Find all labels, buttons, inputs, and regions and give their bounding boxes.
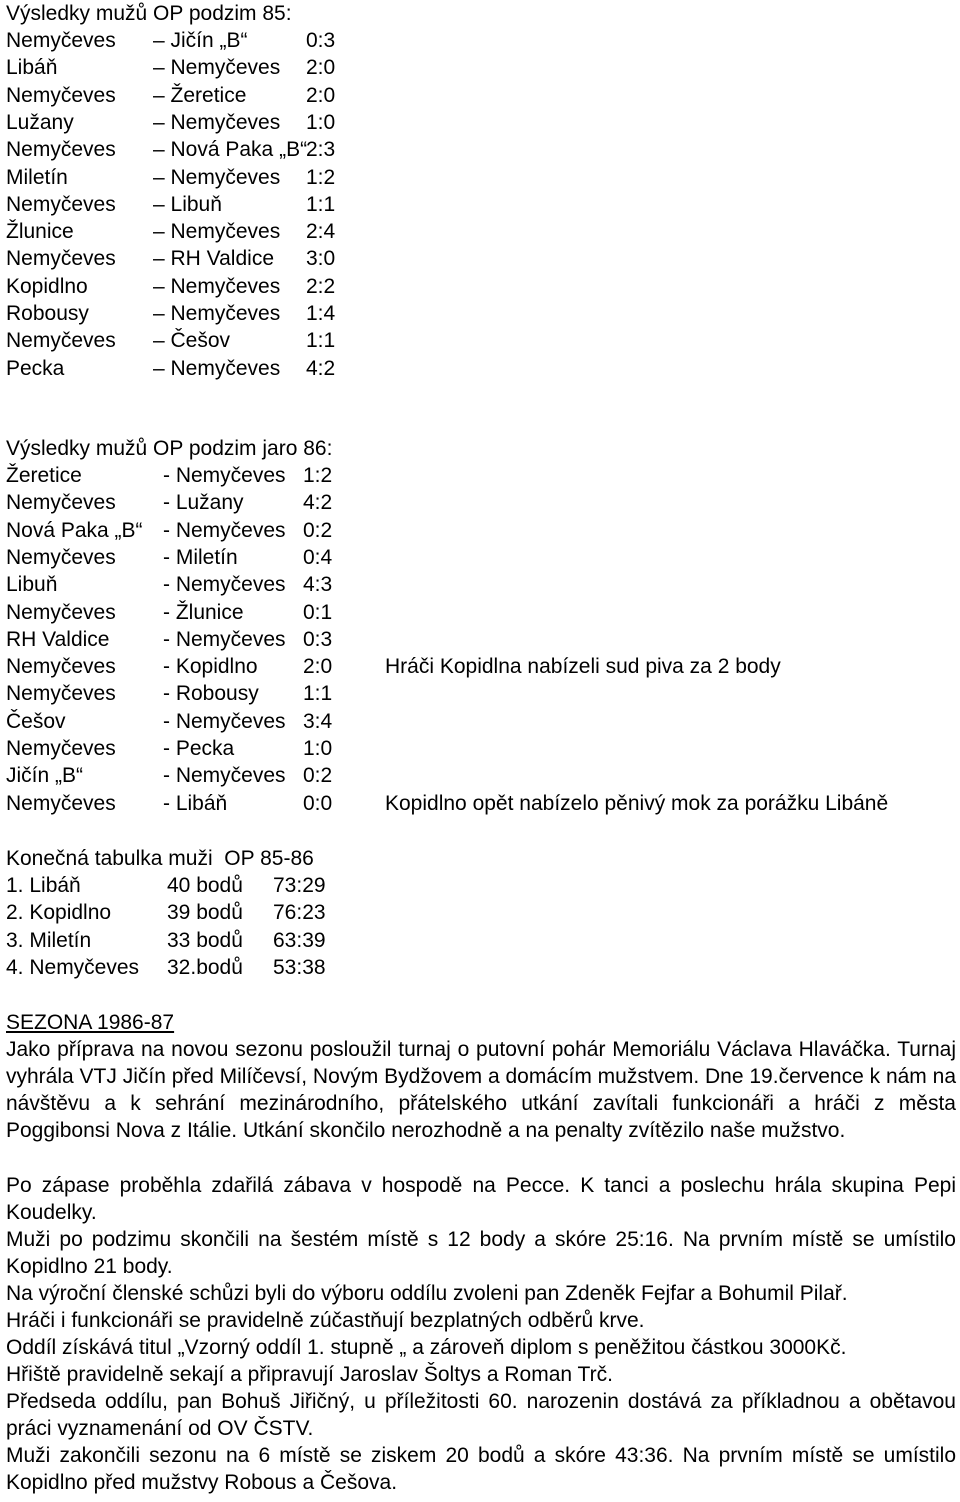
standings-row-points: 40 bodů bbox=[167, 874, 243, 897]
match-row-score: 0:2 bbox=[303, 518, 333, 542]
match-row-away: - Nemyčeves bbox=[163, 709, 286, 733]
standings-row-score: 63:39 bbox=[273, 928, 326, 952]
standings-row-team: 1. Libáň bbox=[6, 874, 81, 897]
match-row-home: Nemyčeves bbox=[6, 682, 116, 706]
match-row-home: Jičín „B“ bbox=[6, 764, 84, 788]
match-row-home: Nová Paka „B“ bbox=[6, 518, 143, 542]
match-row-away: – Jičín „B“ bbox=[153, 29, 248, 52]
match-row-home: Nemyčeves bbox=[6, 329, 116, 353]
match-row-away: – Češov bbox=[153, 329, 231, 353]
match-row-home: Nemyčeves bbox=[6, 791, 116, 815]
match-row-score: 1:2 bbox=[303, 464, 333, 487]
match-row-score: 0:2 bbox=[303, 764, 333, 788]
season-paragraph: Jako příprava na novou sezonu posloužil turnaj o putovní pohár Memoriálu Václava Hlaváčka. Turnaj vyhrála VTJ Jičín před Milíčevsí, Novým Bydžovem a domácím mužstvem. Dne 19.července k nám na návštěvu a k sehrání mezinárodního, přátelského utkání zavítali funkcionáři a hráči z města Poggibonsi Nova z Itálie. Utkání skončilo nerozhodně a na penalty zvítězilo naše mužstvo. bbox=[6, 1038, 956, 1142]
match-row-home: Nemyčeves bbox=[6, 29, 116, 52]
match-row-score: 1:1 bbox=[306, 329, 336, 353]
match-row-away: – Nemyčeves bbox=[153, 274, 281, 298]
standings-row-points: 32.bodů bbox=[167, 955, 243, 979]
match-row-away: – Nemyčeves bbox=[153, 302, 281, 325]
standings-row-points: 39 bodů bbox=[167, 901, 243, 925]
match-row-score: 4:2 bbox=[306, 356, 336, 380]
match-row-home: Lužany bbox=[6, 110, 74, 134]
match-row-score: 1:0 bbox=[306, 110, 336, 134]
match-row-away: – Nemyčeves bbox=[153, 220, 281, 244]
match-row-away: - Nemyčeves bbox=[163, 627, 286, 651]
match-row-away: - Nemyčeves bbox=[163, 518, 286, 542]
match-row-home: RH Valdice bbox=[6, 627, 110, 651]
season-paragraph: Muži po podzimu skončili na šestém místě s 12 body a skóre 25:16. Na prvním místě se umístilo Kopidlno 21 body. bbox=[6, 1228, 956, 1278]
match-row-home: Nemyčeves bbox=[6, 600, 116, 624]
match-row-score: 3:4 bbox=[303, 709, 333, 733]
match-row-score: 2:3 bbox=[306, 138, 336, 162]
match-row-away: - Nemyčeves bbox=[163, 464, 286, 487]
match-row-score: 3:0 bbox=[306, 247, 336, 271]
match-row-away: - Miletín bbox=[163, 545, 238, 569]
match-row-score: 4:3 bbox=[303, 573, 333, 597]
standings-row-team: 4. Nemyčeves bbox=[6, 955, 140, 979]
season-paragraph: Muži zakončili sezonu na 6 místě se ziskem 20 bodů a skóre 43:36. Na prvním místě se umístilo Kopidlno před mužstvy Robous a Češova. bbox=[6, 1444, 956, 1494]
autumn85-title: Výsledky mužů OP podzim 85: bbox=[6, 2, 292, 25]
match-row-home: Nemyčeves bbox=[6, 192, 116, 216]
match-row-score: 1:4 bbox=[306, 302, 336, 325]
match-row-score: 1:1 bbox=[303, 682, 333, 706]
match-row-away: – Nemyčeves bbox=[153, 356, 281, 380]
match-row-score: 4:2 bbox=[303, 491, 333, 515]
match-row-away: – RH Valdice bbox=[153, 247, 274, 271]
match-row-away: - Libáň bbox=[163, 791, 228, 815]
match-row-home: Libáň bbox=[6, 56, 58, 80]
match-row-home: Nemyčeves bbox=[6, 655, 116, 679]
standings-row-points: 33 bodů bbox=[167, 928, 243, 952]
spring86-title: Výsledky mužů OP podzim jaro 86: bbox=[6, 437, 333, 460]
match-row-score: 1:2 bbox=[306, 165, 336, 189]
match-row-score: 1:0 bbox=[303, 737, 333, 760]
match-row-away: – Nová Paka „B“ bbox=[153, 138, 308, 162]
match-row-away: – Libuň bbox=[153, 192, 222, 216]
match-row-away: - Žlunice bbox=[163, 600, 244, 624]
standings-row-team: 3. Miletín bbox=[6, 928, 92, 952]
season-paragraph: Hřiště pravidelně sekají a připravují Jaroslav Šoltys a Roman Trč. bbox=[6, 1363, 613, 1386]
match-row-score: 0:1 bbox=[303, 600, 333, 624]
standings-title: Konečná tabulka muži OP 85-86 bbox=[6, 847, 314, 870]
match-row-away: - Nemyčeves bbox=[163, 764, 286, 788]
match-row-score: 0:3 bbox=[306, 29, 336, 52]
match-row-away: – Nemyčeves bbox=[153, 110, 281, 134]
match-row-home: Češov bbox=[6, 709, 66, 733]
match-row-score: 2:0 bbox=[306, 56, 336, 80]
standings-row-score: 76:23 bbox=[273, 901, 326, 925]
match-row-home: Libuň bbox=[6, 573, 58, 597]
season-paragraph: Po zápase proběhla zdařilá zábava v hospodě na Pecce. K tanci a poslechu hrála skupina Pepi Koudelky. bbox=[6, 1174, 956, 1224]
match-row-home: Nemyčeves bbox=[6, 247, 116, 271]
match-row-home: Miletín bbox=[6, 165, 68, 189]
match-row-score: 0:3 bbox=[303, 627, 333, 651]
match-row-home: Robousy bbox=[6, 302, 89, 325]
match-row-score: 0:0 bbox=[303, 791, 333, 815]
match-row-score: 1:1 bbox=[306, 192, 336, 216]
match-row-home: Nemyčeves bbox=[6, 545, 116, 569]
match-row-away: – Nemyčeves bbox=[153, 56, 281, 80]
match-row-score: 2:0 bbox=[306, 83, 336, 107]
season-heading: SEZONA 1986-87 bbox=[6, 1011, 175, 1034]
standings-row-score: 53:38 bbox=[273, 955, 326, 979]
match-row-score: 0:4 bbox=[303, 545, 333, 569]
match-row-away: – Žeretice bbox=[153, 83, 247, 107]
match-row-score: 2:2 bbox=[306, 274, 336, 298]
match-row-away: - Kopidlno bbox=[163, 655, 258, 679]
match-row-away: - Pecka bbox=[163, 737, 235, 760]
season-paragraph: Na výroční členské schůzi byli do výboru oddílu zvoleni pan Zdeněk Fejfar a Bohumil Pilař. bbox=[6, 1282, 848, 1305]
match-row-away: – Nemyčeves bbox=[153, 165, 281, 189]
match-row-home: Žeretice bbox=[6, 464, 82, 487]
match-row-home: Pecka bbox=[6, 356, 65, 380]
match-row-home: Nemyčeves bbox=[6, 737, 116, 760]
match-row-away: - Lužany bbox=[163, 491, 244, 515]
match-row-score: 2:0 bbox=[303, 655, 333, 679]
match-row-home: Nemyčeves bbox=[6, 138, 116, 162]
standings-row-team: 2. Kopidlno bbox=[6, 901, 112, 925]
season-paragraph: Hráči i funkcionáři se pravidelně zúčastňují bezplatných odběrů krve. bbox=[6, 1309, 645, 1332]
standings-row-score: 73:29 bbox=[273, 874, 326, 897]
match-row-home: Kopidlno bbox=[6, 274, 88, 298]
match-row-away: - Nemyčeves bbox=[163, 573, 286, 597]
match-row-note: Hráči Kopidlna nabízeli sud piva za 2 body bbox=[385, 655, 781, 679]
season-paragraph: Předseda oddílu, pan Bohuš Jiřičný, u příležitosti 60. narozenin dostává za příkladnou a obětavou práci vyznamenání od OV ČSTV. bbox=[6, 1390, 956, 1440]
season-paragraph: Oddíl získává titul „Vzorný oddíl 1. stupně „ a zároveň diplom s peněžitou částkou 3000Kč. bbox=[6, 1336, 847, 1359]
match-row-note: Kopidlno opět nabízelo pěnivý mok za porážku Libáně bbox=[385, 791, 889, 815]
match-row-home: Žlunice bbox=[6, 220, 74, 244]
match-row-home: Nemyčeves bbox=[6, 491, 116, 515]
match-row-score: 2:4 bbox=[306, 220, 336, 244]
match-row-away: - Robousy bbox=[163, 682, 259, 706]
match-row-home: Nemyčeves bbox=[6, 83, 116, 107]
